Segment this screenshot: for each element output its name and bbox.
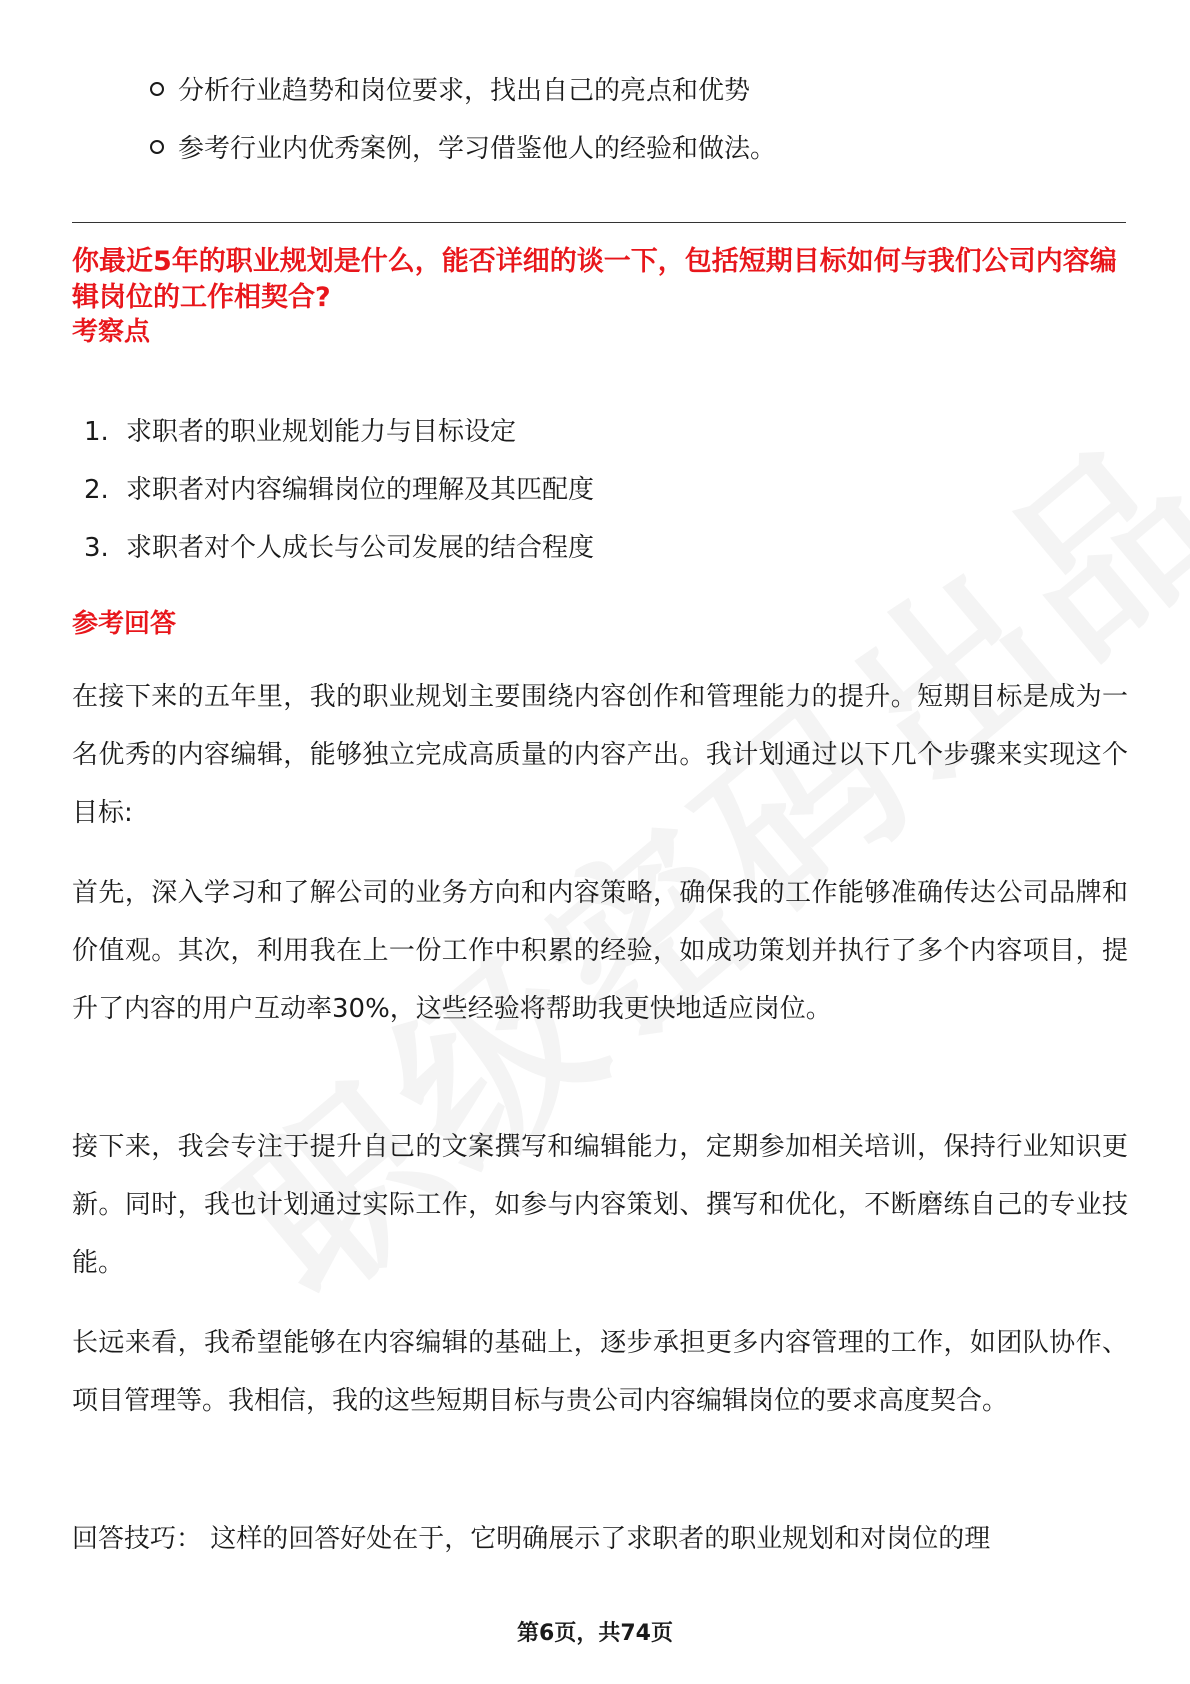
- answer-paragraph: 首先，深入学习和了解公司的业务方向和内容策略，确保我的工作能够准确传达公司品牌和价值观。其次，利用我在上一份工作中积累的经验，如成功策划并执行了多个内容项目，提升了内容的用户互动率30%，这些经验将帮助我更快地适应岗位。: [72, 878, 1128, 1024]
- question-heading: 你最近5年的职业规划是什么，能否详细的谈一下，包括短期目标如何与我们公司内容编辑岗位的工作相契合?: [72, 246, 1117, 313]
- list-item: [150, 62, 776, 120]
- points-heading: 考察点: [72, 317, 151, 347]
- bullet-circle-icon: [150, 140, 164, 154]
- bullet-list: [150, 62, 776, 178]
- bullet-text: 分析行业趋势和岗位要求，找出自己的亮点和优势: [178, 76, 751, 106]
- list-item: [84, 403, 594, 461]
- answer-paragraph: 长远来看，我希望能够在内容编辑的基础上，逐步承担更多内容管理的工作，如团队协作、项目管理等。我相信，我的这些短期目标与贵公司内容编辑岗位的要求高度契合。: [72, 1328, 1128, 1416]
- item-number: 3.: [84, 533, 109, 563]
- page-footer: 第6页，共74页: [517, 1621, 673, 1646]
- answer-heading: 参考回答: [72, 609, 177, 639]
- answer-paragraph: 接下来，我会专注于提升自己的文案撰写和编辑能力，定期参加相关培训，保持行业知识更新。同时，我也计划通过实际工作，如参与内容策划、撰写和优化，不断磨练自己的专业技能。: [72, 1132, 1128, 1278]
- list-item: [150, 120, 776, 178]
- item-text: 求职者对内容编辑岗位的理解及其匹配度: [126, 475, 595, 505]
- section-divider: [72, 222, 1126, 223]
- points-list: [84, 403, 594, 577]
- bullet-text: 参考行业内优秀案例，学习借鉴他人的经验和做法。: [178, 134, 777, 164]
- item-number: 2.: [84, 475, 109, 505]
- bullet-circle-icon: [150, 82, 164, 96]
- item-text: 求职者对个人成长与公司发展的结合程度: [126, 533, 595, 563]
- list-item: [84, 519, 594, 577]
- item-number: 1.: [84, 417, 109, 447]
- item-text: 求职者的职业规划能力与目标设定: [126, 417, 517, 447]
- list-item: [84, 461, 594, 519]
- answer-tip: 回答技巧： 这样的回答好处在于，它明确展示了求职者的职业规划和对岗位的理: [72, 1524, 991, 1554]
- answer-paragraph: 在接下来的五年里，我的职业规划主要围绕内容创作和管理能力的提升。短期目标是成为一名优秀的内容编辑，能够独立完成高质量的内容产出。我计划通过以下几个步骤来实现这个目标:: [72, 682, 1128, 828]
